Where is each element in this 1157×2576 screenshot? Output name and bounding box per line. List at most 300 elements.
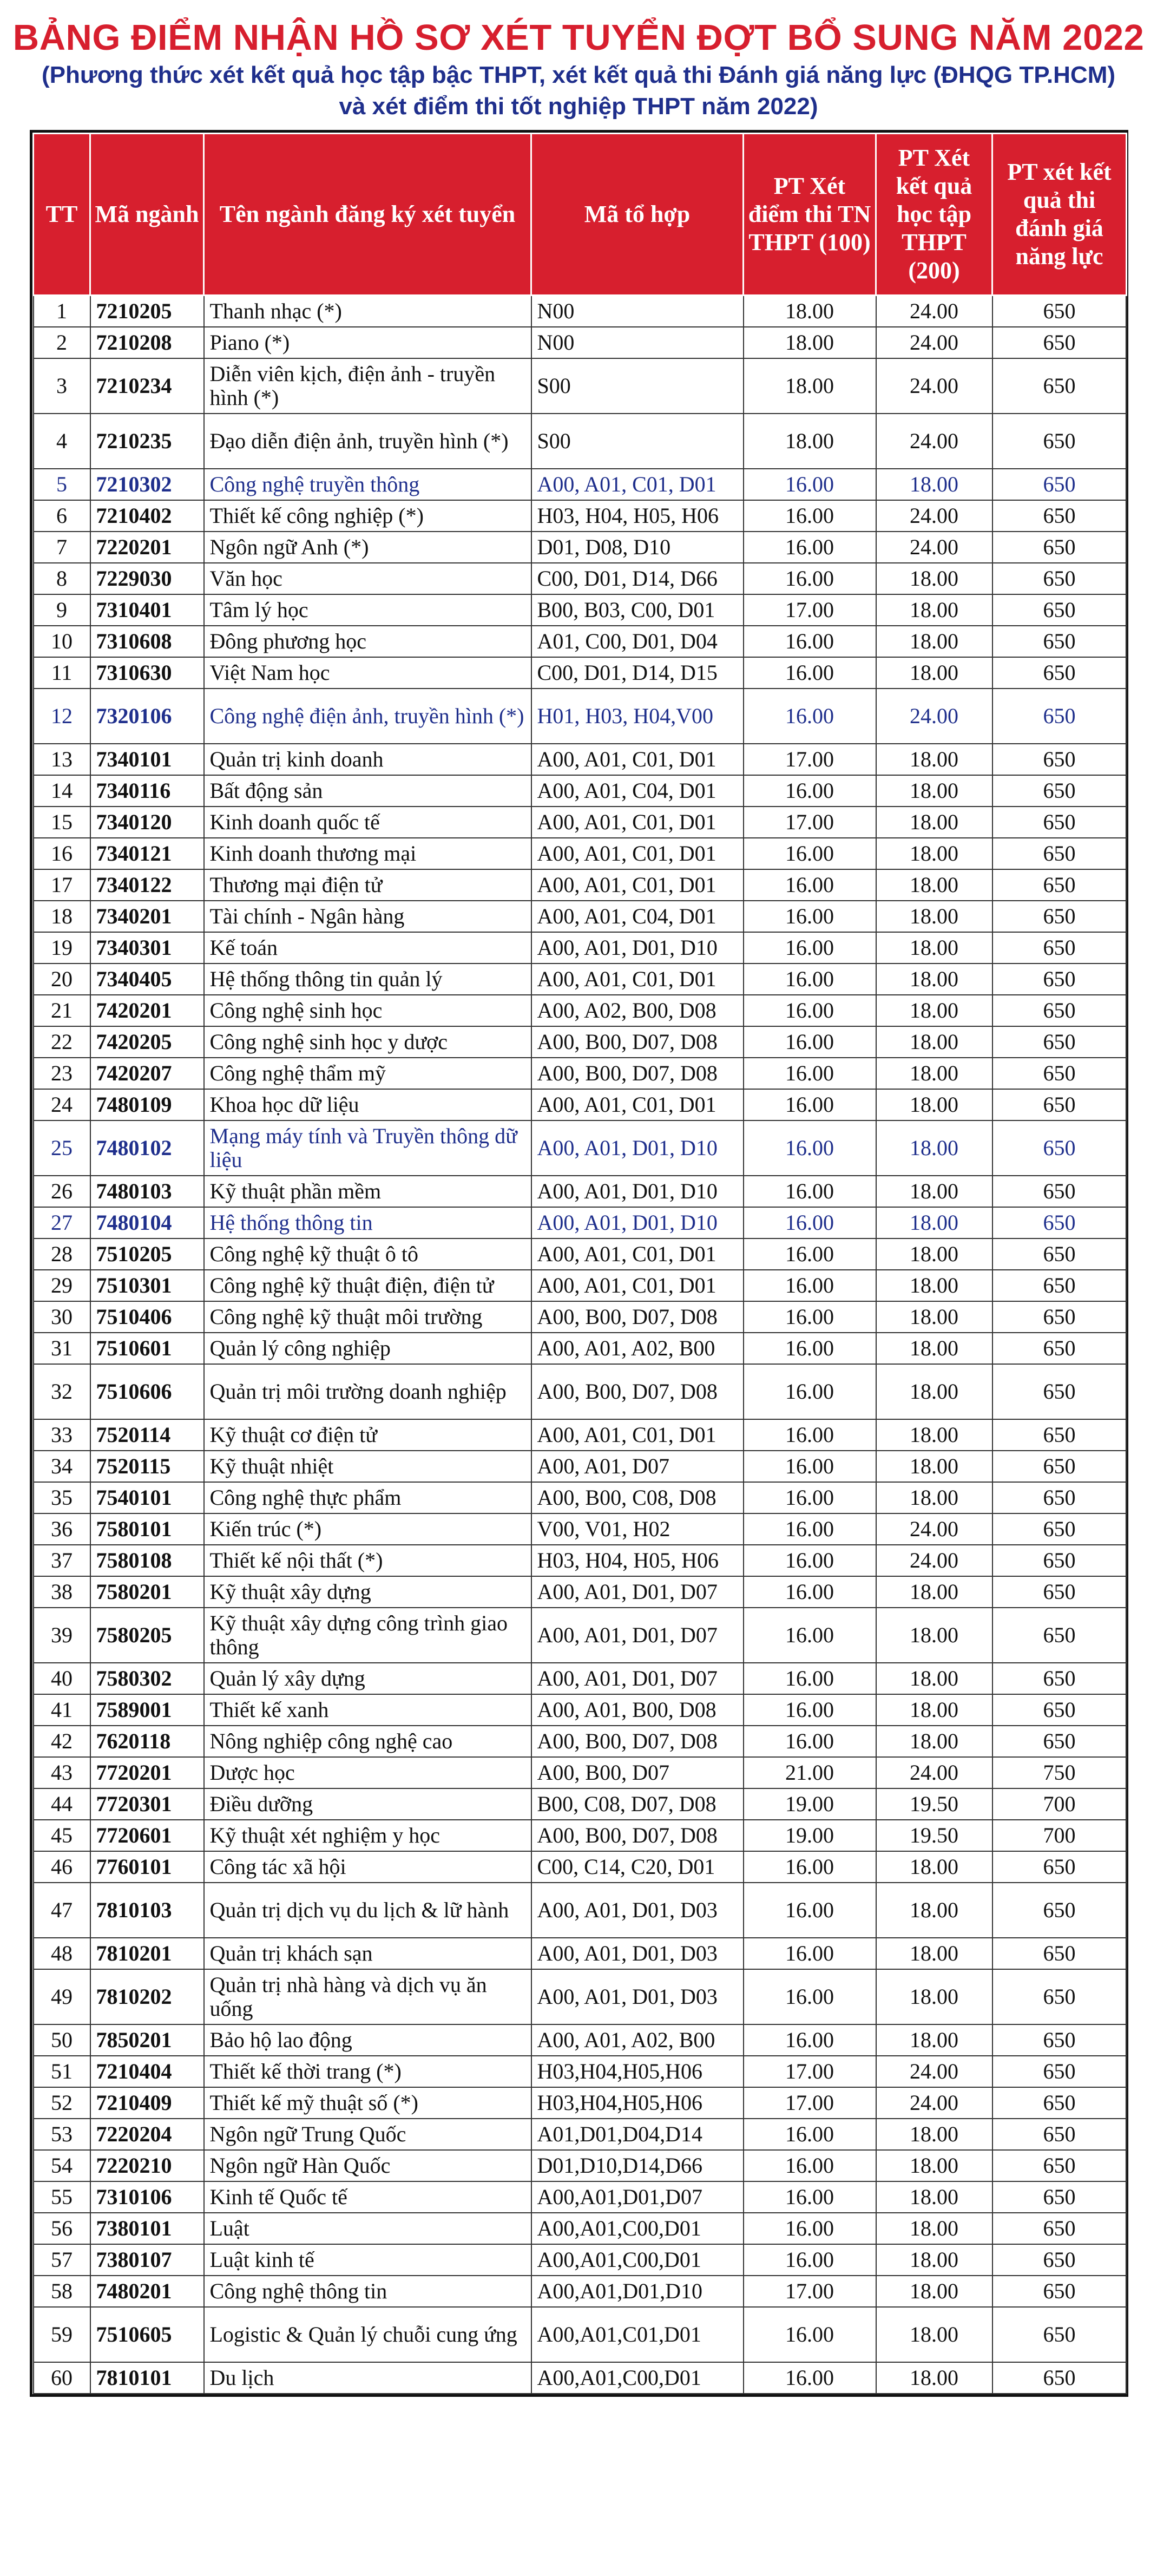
score-hoc-ba-cell: 18.00 xyxy=(876,744,992,775)
row-number-cell: 17 xyxy=(34,869,90,901)
subject-combination-cell: A00, A01, C01, D01 xyxy=(531,807,744,838)
table-row xyxy=(34,1058,1127,1089)
table-body xyxy=(34,296,1127,2394)
subject-combination-cell: A00, B00, D07, D08 xyxy=(531,1820,744,1851)
table-row xyxy=(34,1851,1127,1883)
major-name-cell: Thiết kế công nghiệp (*) xyxy=(204,500,531,532)
row-number-cell: 22 xyxy=(34,1026,90,1058)
table-row xyxy=(34,838,1127,869)
score-hoc-ba-cell: 18.00 xyxy=(876,563,992,594)
score-hoc-ba-cell: 18.00 xyxy=(876,1851,992,1883)
row-number-cell: 58 xyxy=(34,2276,90,2307)
subject-combination-cell: N00 xyxy=(531,296,744,327)
score-tn-thpt-cell: 16.00 xyxy=(744,1663,876,1694)
major-code-cell: 7850201 xyxy=(90,2024,204,2056)
score-tn-thpt-cell: 17.00 xyxy=(744,594,876,626)
subject-combination-cell: A00, A01, D01, D10 xyxy=(531,1176,744,1207)
score-tn-thpt-cell: 19.00 xyxy=(744,1788,876,1820)
subject-combination-cell: A00, A01, D01, D03 xyxy=(531,1969,744,2024)
score-tn-thpt-cell: 16.00 xyxy=(744,995,876,1026)
table-row xyxy=(34,932,1127,963)
score-tn-thpt-cell: 16.00 xyxy=(744,2362,876,2394)
subject-combination-cell: A00,A01,D01,D10 xyxy=(531,2276,744,2307)
major-code-cell: 7380101 xyxy=(90,2213,204,2244)
score-dgnl-cell: 650 xyxy=(992,1938,1127,1969)
score-hoc-ba-cell: 18.00 xyxy=(876,1270,992,1301)
major-code-cell: 7210234 xyxy=(90,358,204,414)
col-header-hoc-ba: PT Xét kết quả học tập THPT (200) xyxy=(876,134,992,296)
table-row xyxy=(34,1757,1127,1788)
subject-combination-cell: A00, A01, D01, D03 xyxy=(531,1883,744,1938)
major-code-cell: 7340201 xyxy=(90,901,204,932)
row-number-cell: 41 xyxy=(34,1694,90,1726)
score-tn-thpt-cell: 16.00 xyxy=(744,1364,876,1419)
table-row xyxy=(34,1364,1127,1419)
major-name-cell: Kỹ thuật cơ điện tử xyxy=(204,1419,531,1451)
score-dgnl-cell: 650 xyxy=(992,2244,1127,2276)
row-number-cell: 35 xyxy=(34,1482,90,1513)
major-name-cell: Luật kinh tế xyxy=(204,2244,531,2276)
major-code-cell: 7580205 xyxy=(90,1608,204,1663)
row-number-cell: 45 xyxy=(34,1820,90,1851)
major-name-cell: Kỹ thuật xây dựng công trình giao thông xyxy=(204,1608,531,1663)
major-name-cell: Điều dưỡng xyxy=(204,1788,531,1820)
row-number-cell: 56 xyxy=(34,2213,90,2244)
row-number-cell: 4 xyxy=(34,414,90,469)
major-name-cell: Công nghệ kỹ thuật ô tô xyxy=(204,1238,531,1270)
subject-combination-cell: D01,D10,D14,D66 xyxy=(531,2150,744,2181)
table-row xyxy=(34,1576,1127,1608)
score-hoc-ba-cell: 18.00 xyxy=(876,995,992,1026)
score-dgnl-cell: 700 xyxy=(992,1788,1127,1820)
major-code-cell: 7520115 xyxy=(90,1451,204,1482)
major-code-cell: 7420201 xyxy=(90,995,204,1026)
subject-combination-cell: A00, A01, C01, D01 xyxy=(531,869,744,901)
score-dgnl-cell: 650 xyxy=(992,838,1127,869)
row-number-cell: 32 xyxy=(34,1364,90,1419)
subject-combination-cell: S00 xyxy=(531,358,744,414)
subject-combination-cell: N00 xyxy=(531,327,744,358)
major-name-cell: Công nghệ thực phẩm xyxy=(204,1482,531,1513)
score-hoc-ba-cell: 18.00 xyxy=(876,1726,992,1757)
major-name-cell: Quản lý công nghiệp xyxy=(204,1333,531,1364)
score-hoc-ba-cell: 24.00 xyxy=(876,1513,992,1545)
table-row xyxy=(34,414,1127,469)
score-dgnl-cell: 750 xyxy=(992,1757,1127,1788)
score-dgnl-cell: 650 xyxy=(992,1883,1127,1938)
score-hoc-ba-cell: 18.00 xyxy=(876,775,992,807)
row-number-cell: 29 xyxy=(34,1270,90,1301)
score-dgnl-cell: 650 xyxy=(992,1513,1127,1545)
row-number-cell: 27 xyxy=(34,1207,90,1238)
score-dgnl-cell: 650 xyxy=(992,1238,1127,1270)
score-hoc-ba-cell: 18.00 xyxy=(876,626,992,657)
score-dgnl-cell: 650 xyxy=(992,963,1127,995)
table-row xyxy=(34,2150,1127,2181)
score-tn-thpt-cell: 16.00 xyxy=(744,1058,876,1089)
score-dgnl-cell: 650 xyxy=(992,1207,1127,1238)
score-tn-thpt-cell: 16.00 xyxy=(744,1238,876,1270)
major-name-cell: Thanh nhạc (*) xyxy=(204,296,531,327)
score-hoc-ba-cell: 18.00 xyxy=(876,469,992,500)
major-code-cell: 7320106 xyxy=(90,689,204,744)
row-number-cell: 28 xyxy=(34,1238,90,1270)
score-hoc-ba-cell: 18.00 xyxy=(876,2119,992,2150)
score-dgnl-cell: 650 xyxy=(992,327,1127,358)
row-number-cell: 57 xyxy=(34,2244,90,2276)
table-row xyxy=(34,1788,1127,1820)
score-tn-thpt-cell: 16.00 xyxy=(744,963,876,995)
table-row xyxy=(34,2307,1127,2362)
score-dgnl-cell: 650 xyxy=(992,1663,1127,1694)
major-name-cell: Công nghệ thông tin xyxy=(204,2276,531,2307)
score-hoc-ba-cell: 18.00 xyxy=(876,901,992,932)
subject-combination-cell: A00, A01, C01, D01 xyxy=(531,963,744,995)
page-title: BẢNG ĐIỂM NHẬN HỒ SƠ XÉT TUYỂN ĐỢT BỔ SUNG NĂM 2022 xyxy=(12,17,1145,58)
table-row xyxy=(34,2362,1127,2394)
major-code-cell: 7720201 xyxy=(90,1757,204,1788)
score-dgnl-cell: 650 xyxy=(992,932,1127,963)
major-code-cell: 7580302 xyxy=(90,1663,204,1694)
table-row xyxy=(34,2119,1127,2150)
subject-combination-cell: A00, A01, B00, D08 xyxy=(531,1694,744,1726)
score-tn-thpt-cell: 16.00 xyxy=(744,1883,876,1938)
score-tn-thpt-cell: 16.00 xyxy=(744,1026,876,1058)
major-code-cell: 7220210 xyxy=(90,2150,204,2181)
score-tn-thpt-cell: 16.00 xyxy=(744,1333,876,1364)
score-hoc-ba-cell: 18.00 xyxy=(876,1301,992,1333)
score-dgnl-cell: 650 xyxy=(992,626,1127,657)
score-tn-thpt-cell: 16.00 xyxy=(744,1694,876,1726)
table-row xyxy=(34,1333,1127,1364)
subject-combination-cell: A00,A01,D01,D07 xyxy=(531,2181,744,2213)
table-row xyxy=(34,1545,1127,1576)
score-tn-thpt-cell: 16.00 xyxy=(744,2244,876,2276)
score-tn-thpt-cell: 17.00 xyxy=(744,807,876,838)
score-hoc-ba-cell: 24.00 xyxy=(876,1757,992,1788)
score-tn-thpt-cell: 16.00 xyxy=(744,2213,876,2244)
row-number-cell: 16 xyxy=(34,838,90,869)
score-hoc-ba-cell: 18.00 xyxy=(876,1608,992,1663)
major-name-cell: Quản trị khách sạn xyxy=(204,1938,531,1969)
score-tn-thpt-cell: 17.00 xyxy=(744,2276,876,2307)
table-row xyxy=(34,1938,1127,1969)
table-row xyxy=(34,2056,1127,2087)
row-number-cell: 36 xyxy=(34,1513,90,1545)
subject-combination-cell: A00, B00, D07, D08 xyxy=(531,1058,744,1089)
score-tn-thpt-cell: 16.00 xyxy=(744,901,876,932)
subject-combination-cell: B00, C08, D07, D08 xyxy=(531,1788,744,1820)
subject-combination-cell: A00, A01, D07 xyxy=(531,1451,744,1482)
row-number-cell: 44 xyxy=(34,1788,90,1820)
major-name-cell: Đông phương học xyxy=(204,626,531,657)
row-number-cell: 10 xyxy=(34,626,90,657)
row-number-cell: 37 xyxy=(34,1545,90,1576)
col-header-name: Tên ngành đăng ký xét tuyển xyxy=(204,134,531,296)
score-hoc-ba-cell: 18.00 xyxy=(876,963,992,995)
score-hoc-ba-cell: 24.00 xyxy=(876,296,992,327)
subject-combination-cell: H03,H04,H05,H06 xyxy=(531,2056,744,2087)
subject-combination-cell: S00 xyxy=(531,414,744,469)
row-number-cell: 51 xyxy=(34,2056,90,2087)
row-number-cell: 48 xyxy=(34,1938,90,1969)
score-tn-thpt-cell: 16.00 xyxy=(744,1576,876,1608)
row-number-cell: 33 xyxy=(34,1419,90,1451)
row-number-cell: 26 xyxy=(34,1176,90,1207)
table-row xyxy=(34,1482,1127,1513)
major-code-cell: 7420207 xyxy=(90,1058,204,1089)
score-tn-thpt-cell: 16.00 xyxy=(744,1608,876,1663)
table-row xyxy=(34,500,1127,532)
subject-combination-cell: A00, A01, D01, D10 xyxy=(531,932,744,963)
subject-combination-cell: A00, A01, C01, D01 xyxy=(531,1270,744,1301)
score-hoc-ba-cell: 18.00 xyxy=(876,1207,992,1238)
score-dgnl-cell: 650 xyxy=(992,500,1127,532)
score-tn-thpt-cell: 16.00 xyxy=(744,1482,876,1513)
major-code-cell: 7480109 xyxy=(90,1089,204,1120)
score-tn-thpt-cell: 16.00 xyxy=(744,626,876,657)
row-number-cell: 19 xyxy=(34,932,90,963)
major-name-cell: Công nghệ kỹ thuật điện, điện tử xyxy=(204,1270,531,1301)
score-hoc-ba-cell: 24.00 xyxy=(876,532,992,563)
major-name-cell: Kỹ thuật phần mềm xyxy=(204,1176,531,1207)
subject-combination-cell: A01, C00, D01, D04 xyxy=(531,626,744,657)
major-code-cell: 7380107 xyxy=(90,2244,204,2276)
score-hoc-ba-cell: 24.00 xyxy=(876,358,992,414)
major-code-cell: 7760101 xyxy=(90,1851,204,1883)
major-code-cell: 7420205 xyxy=(90,1026,204,1058)
subject-combination-cell: H01, H03, H04,V00 xyxy=(531,689,744,744)
subject-combination-cell: A00, A01, D01, D10 xyxy=(531,1120,744,1176)
score-tn-thpt-cell: 16.00 xyxy=(744,2150,876,2181)
major-code-cell: 7520114 xyxy=(90,1419,204,1451)
table-header-row xyxy=(34,134,1127,296)
row-number-cell: 7 xyxy=(34,532,90,563)
table-row xyxy=(34,2024,1127,2056)
major-code-cell: 7580201 xyxy=(90,1576,204,1608)
row-number-cell: 54 xyxy=(34,2150,90,2181)
major-name-cell: Quản trị kinh doanh xyxy=(204,744,531,775)
major-name-cell: Hệ thống thông tin quản lý xyxy=(204,963,531,995)
major-name-cell: Văn học xyxy=(204,563,531,594)
major-code-cell: 7220204 xyxy=(90,2119,204,2150)
major-name-cell: Thiết kế mỹ thuật số (*) xyxy=(204,2087,531,2119)
score-tn-thpt-cell: 16.00 xyxy=(744,1176,876,1207)
major-name-cell: Công nghệ kỹ thuật môi trường xyxy=(204,1301,531,1333)
score-hoc-ba-cell: 18.00 xyxy=(876,1883,992,1938)
major-name-cell: Quản lý xây dựng xyxy=(204,1663,531,1694)
major-code-cell: 7620118 xyxy=(90,1726,204,1757)
score-hoc-ba-cell: 24.00 xyxy=(876,327,992,358)
score-tn-thpt-cell: 17.00 xyxy=(744,744,876,775)
score-tn-thpt-cell: 19.00 xyxy=(744,1820,876,1851)
major-name-cell: Ngôn ngữ Hàn Quốc xyxy=(204,2150,531,2181)
subject-combination-cell: C00, D01, D14, D66 xyxy=(531,563,744,594)
score-tn-thpt-cell: 18.00 xyxy=(744,296,876,327)
score-dgnl-cell: 650 xyxy=(992,1026,1127,1058)
score-tn-thpt-cell: 16.00 xyxy=(744,869,876,901)
score-hoc-ba-cell: 18.00 xyxy=(876,1238,992,1270)
major-name-cell: Logistic & Quản lý chuỗi cung ứng xyxy=(204,2307,531,2362)
table-row xyxy=(34,1120,1127,1176)
score-dgnl-cell: 650 xyxy=(992,469,1127,500)
score-hoc-ba-cell: 18.00 xyxy=(876,1576,992,1608)
score-tn-thpt-cell: 16.00 xyxy=(744,1451,876,1482)
major-code-cell: 7580101 xyxy=(90,1513,204,1545)
row-number-cell: 11 xyxy=(34,657,90,689)
score-hoc-ba-cell: 18.00 xyxy=(876,1176,992,1207)
score-hoc-ba-cell: 18.00 xyxy=(876,1026,992,1058)
score-dgnl-cell: 650 xyxy=(992,1333,1127,1364)
major-code-cell: 7220201 xyxy=(90,532,204,563)
major-name-cell: Thiết kế nội thất (*) xyxy=(204,1545,531,1576)
table-row xyxy=(34,1270,1127,1301)
major-code-cell: 7310608 xyxy=(90,626,204,657)
major-name-cell: Quản trị dịch vụ du lịch & lữ hành xyxy=(204,1883,531,1938)
table-row xyxy=(34,296,1127,327)
subject-combination-cell: A00, A01, C01, D01 xyxy=(531,469,744,500)
major-name-cell: Kinh doanh quốc tế xyxy=(204,807,531,838)
row-number-cell: 55 xyxy=(34,2181,90,2213)
row-number-cell: 13 xyxy=(34,744,90,775)
major-code-cell: 7510205 xyxy=(90,1238,204,1270)
score-tn-thpt-cell: 16.00 xyxy=(744,1938,876,1969)
table-row xyxy=(34,2244,1127,2276)
major-name-cell: Piano (*) xyxy=(204,327,531,358)
table-row xyxy=(34,744,1127,775)
score-hoc-ba-cell: 18.00 xyxy=(876,2024,992,2056)
score-hoc-ba-cell: 18.00 xyxy=(876,1969,992,2024)
row-number-cell: 43 xyxy=(34,1757,90,1788)
score-tn-thpt-cell: 18.00 xyxy=(744,327,876,358)
major-name-cell: Tài chính - Ngân hàng xyxy=(204,901,531,932)
row-number-cell: 31 xyxy=(34,1333,90,1364)
score-dgnl-cell: 650 xyxy=(992,2307,1127,2362)
major-code-cell: 7480104 xyxy=(90,1207,204,1238)
score-dgnl-cell: 650 xyxy=(992,1176,1127,1207)
score-tn-thpt-cell: 18.00 xyxy=(744,414,876,469)
major-name-cell: Công nghệ truyền thông xyxy=(204,469,531,500)
row-number-cell: 14 xyxy=(34,775,90,807)
table-row xyxy=(34,1726,1127,1757)
major-code-cell: 7210409 xyxy=(90,2087,204,2119)
score-tn-thpt-cell: 16.00 xyxy=(744,1851,876,1883)
major-code-cell: 7310630 xyxy=(90,657,204,689)
score-hoc-ba-cell: 18.00 xyxy=(876,932,992,963)
score-hoc-ba-cell: 18.00 xyxy=(876,2362,992,2394)
subject-combination-cell: A00, A01, C01, D01 xyxy=(531,838,744,869)
row-number-cell: 42 xyxy=(34,1726,90,1757)
major-name-cell: Hệ thống thông tin xyxy=(204,1207,531,1238)
subject-combination-cell: B00, B03, C00, D01 xyxy=(531,594,744,626)
score-dgnl-cell: 650 xyxy=(992,1969,1127,2024)
table-row xyxy=(34,626,1127,657)
major-code-cell: 7810202 xyxy=(90,1969,204,2024)
table-row xyxy=(34,327,1127,358)
major-code-cell: 7210208 xyxy=(90,327,204,358)
major-name-cell: Công tác xã hội xyxy=(204,1851,531,1883)
score-dgnl-cell: 650 xyxy=(992,1301,1127,1333)
score-tn-thpt-cell: 16.00 xyxy=(744,1089,876,1120)
table-row xyxy=(34,689,1127,744)
row-number-cell: 6 xyxy=(34,500,90,532)
score-hoc-ba-cell: 24.00 xyxy=(876,689,992,744)
row-number-cell: 3 xyxy=(34,358,90,414)
row-number-cell: 18 xyxy=(34,901,90,932)
subject-combination-cell: A00, A01, C01, D01 xyxy=(531,1238,744,1270)
score-dgnl-cell: 650 xyxy=(992,2119,1127,2150)
score-tn-thpt-cell: 16.00 xyxy=(744,1545,876,1576)
score-dgnl-cell: 650 xyxy=(992,1451,1127,1482)
table-row xyxy=(34,2087,1127,2119)
major-code-cell: 7210402 xyxy=(90,500,204,532)
major-name-cell: Kỹ thuật nhiệt xyxy=(204,1451,531,1482)
score-dgnl-cell: 650 xyxy=(992,1419,1127,1451)
score-tn-thpt-cell: 16.00 xyxy=(744,500,876,532)
major-code-cell: 7510605 xyxy=(90,2307,204,2362)
score-hoc-ba-cell: 18.00 xyxy=(876,2244,992,2276)
score-hoc-ba-cell: 18.00 xyxy=(876,2307,992,2362)
table-row xyxy=(34,594,1127,626)
row-number-cell: 53 xyxy=(34,2119,90,2150)
major-code-cell: 7210404 xyxy=(90,2056,204,2087)
subject-combination-cell: V00, V01, H02 xyxy=(531,1513,744,1545)
subject-combination-cell: A00, A01, C04, D01 xyxy=(531,775,744,807)
col-header-tt: TT xyxy=(34,134,90,296)
major-name-cell: Quản trị môi trường doanh nghiệp xyxy=(204,1364,531,1419)
row-number-cell: 21 xyxy=(34,995,90,1026)
table-row xyxy=(34,1301,1127,1333)
major-code-cell: 7210235 xyxy=(90,414,204,469)
subject-combination-cell: A00, A01, C04, D01 xyxy=(531,901,744,932)
subject-combination-cell: A00, B00, D07, D08 xyxy=(531,1726,744,1757)
row-number-cell: 38 xyxy=(34,1576,90,1608)
subject-combination-cell: A01,D01,D04,D14 xyxy=(531,2119,744,2150)
score-dgnl-cell: 650 xyxy=(992,807,1127,838)
major-name-cell: Diễn viên kịch, điện ảnh - truyền hình (*) xyxy=(204,358,531,414)
major-name-cell: Ngôn ngữ Anh (*) xyxy=(204,532,531,563)
score-tn-thpt-cell: 16.00 xyxy=(744,1513,876,1545)
score-tn-thpt-cell: 16.00 xyxy=(744,2119,876,2150)
row-number-cell: 49 xyxy=(34,1969,90,2024)
row-number-cell: 46 xyxy=(34,1851,90,1883)
score-tn-thpt-cell: 16.00 xyxy=(744,532,876,563)
row-number-cell: 9 xyxy=(34,594,90,626)
score-hoc-ba-cell: 18.00 xyxy=(876,2213,992,2244)
major-name-cell: Ngôn ngữ Trung Quốc xyxy=(204,2119,531,2150)
subject-combination-cell: A00, A01, A02, B00 xyxy=(531,2024,744,2056)
table-row xyxy=(34,1451,1127,1482)
score-hoc-ba-cell: 18.00 xyxy=(876,2150,992,2181)
page-header xyxy=(0,0,1157,122)
table-row xyxy=(34,869,1127,901)
row-number-cell: 12 xyxy=(34,689,90,744)
table-row xyxy=(34,901,1127,932)
score-tn-thpt-cell: 16.00 xyxy=(744,1726,876,1757)
score-dgnl-cell: 650 xyxy=(992,995,1127,1026)
major-name-cell: Công nghệ sinh học y dược xyxy=(204,1026,531,1058)
score-tn-thpt-cell: 16.00 xyxy=(744,2024,876,2056)
major-name-cell: Tâm lý học xyxy=(204,594,531,626)
score-dgnl-cell: 650 xyxy=(992,296,1127,327)
score-dgnl-cell: 650 xyxy=(992,1851,1127,1883)
score-tn-thpt-cell: 16.00 xyxy=(744,2181,876,2213)
score-hoc-ba-cell: 18.00 xyxy=(876,2181,992,2213)
score-dgnl-cell: 650 xyxy=(992,1726,1127,1757)
major-code-cell: 7340120 xyxy=(90,807,204,838)
score-dgnl-cell: 650 xyxy=(992,1576,1127,1608)
score-hoc-ba-cell: 18.00 xyxy=(876,807,992,838)
